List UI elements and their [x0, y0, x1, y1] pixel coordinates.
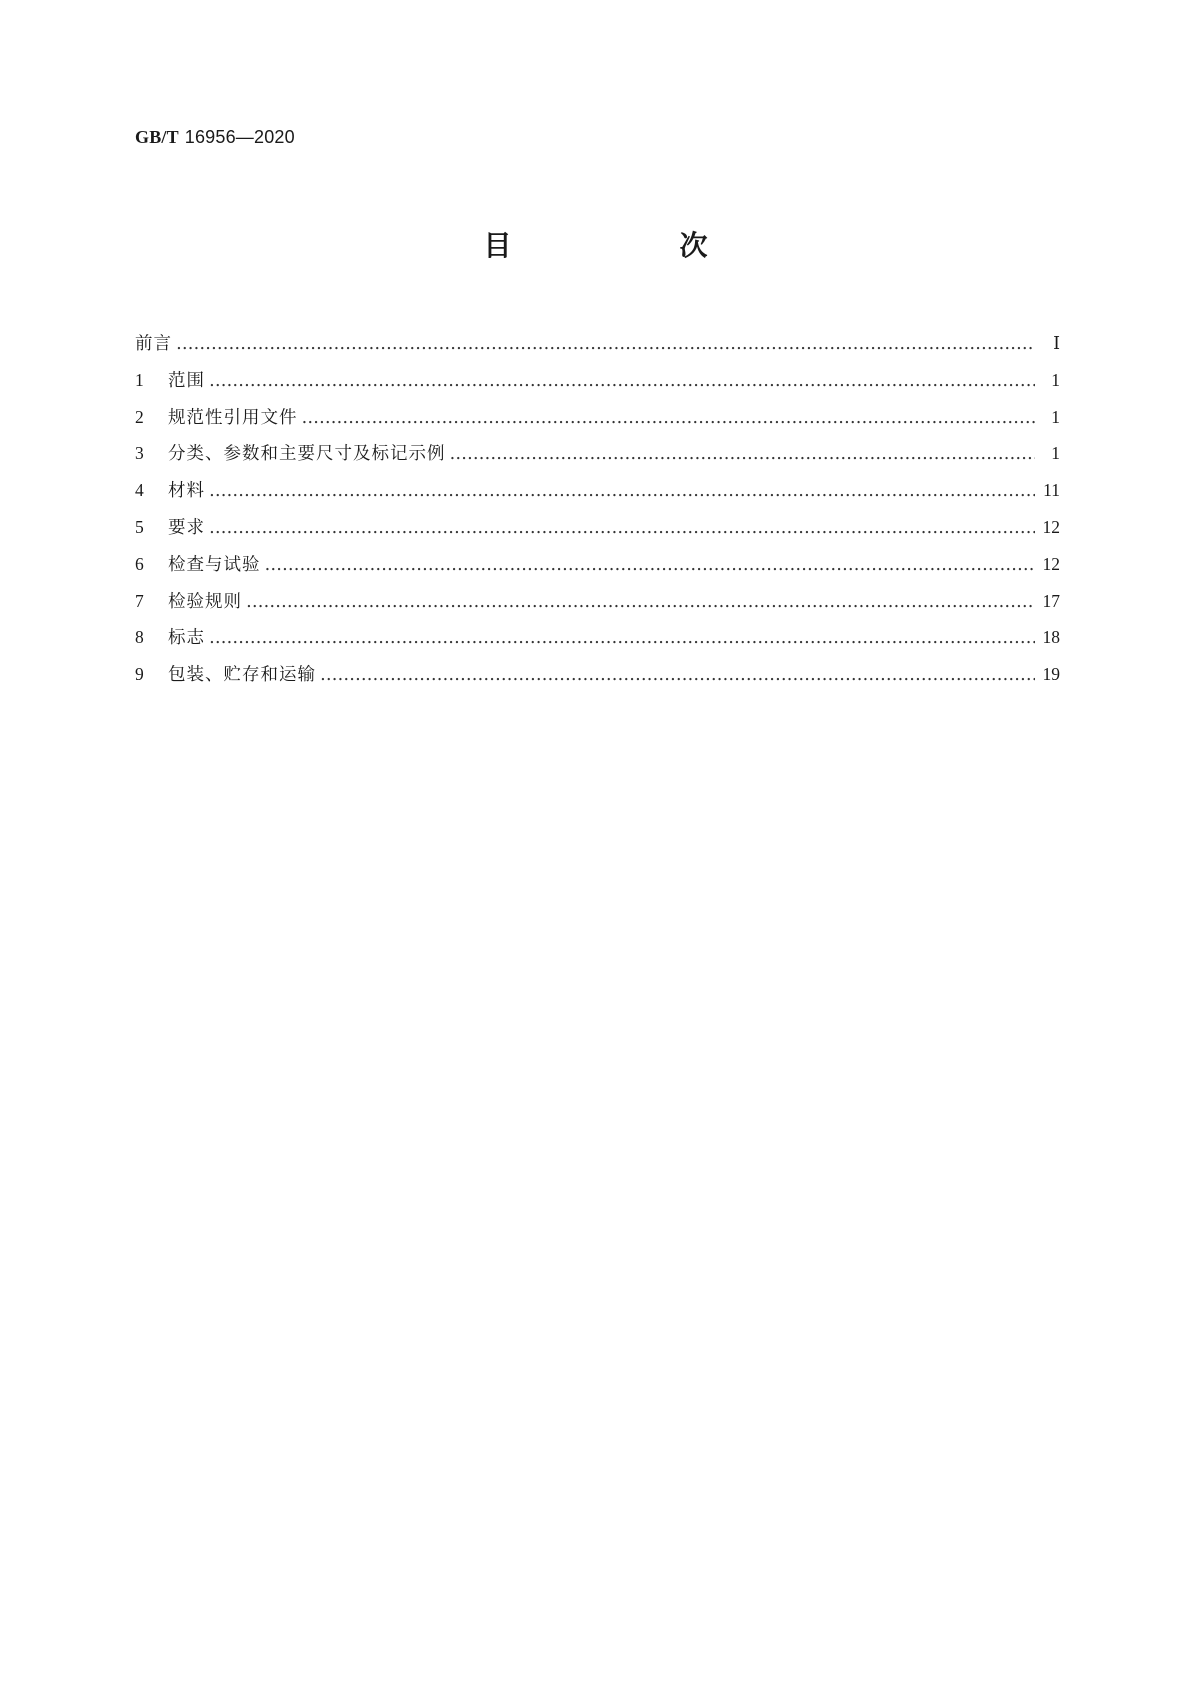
toc-entry-number: 5 [135, 516, 144, 537]
toc-entry-number: 2 [135, 406, 144, 427]
toc-entry-page: 19 [1042, 664, 1060, 685]
toc-entry-label: 包装、贮存和运输 [168, 665, 316, 686]
toc-entry-number: 1 [135, 369, 144, 390]
toc-leader-dots [320, 665, 1035, 685]
standard-number: 16956—2020 [184, 127, 295, 147]
toc-leader-dots [209, 518, 1035, 538]
toc-leader-dots [302, 408, 1036, 428]
toc-leader-dots [265, 555, 1036, 575]
toc-entry-1[interactable] [135, 367, 1060, 404]
toc-entry-7[interactable] [135, 588, 1060, 625]
toc-entry-label: 标志 [168, 628, 205, 649]
toc-entry-label: 检查与试验 [168, 554, 261, 575]
toc-entry-page: 18 [1042, 627, 1060, 648]
toc-entry-9[interactable] [135, 661, 1060, 698]
toc-entry-label: 分类、参数和主要尺寸及标记示例 [168, 444, 446, 465]
toc-entry-number: 9 [135, 664, 144, 685]
toc-entry-page: 1 [1051, 406, 1060, 427]
toc-entry-page: 1 [1051, 443, 1060, 464]
toc-entry-number: 4 [135, 480, 144, 501]
toc-leader-dots [209, 481, 1035, 501]
toc-entry-number: 8 [135, 627, 144, 648]
toc-entry-foreword[interactable] [135, 330, 1060, 367]
standard-prefix: GB/T [135, 127, 179, 147]
toc-entry-label: 要求 [168, 517, 205, 538]
toc-leader-dots [176, 334, 1035, 354]
toc-entry-6[interactable] [135, 551, 1060, 588]
toc-entry-5[interactable] [135, 514, 1060, 551]
toc-entry-page: 11 [1043, 480, 1060, 501]
toc-entry-label: 前言 [135, 334, 172, 354]
toc-entry-number: 6 [135, 553, 144, 574]
toc-entry-page: Ⅰ [1053, 333, 1060, 353]
toc-entry-page: 17 [1042, 590, 1060, 611]
toc-entry-page: 12 [1042, 553, 1060, 574]
toc-entry-label: 规范性引用文件 [168, 407, 298, 428]
toc-entry-number: 3 [135, 443, 144, 464]
toc-entry-3[interactable] [135, 440, 1060, 477]
toc-entry-label: 范围 [168, 370, 205, 391]
toc-leader-dots [209, 628, 1035, 648]
toc-title: 目 次 [483, 229, 778, 262]
table-of-contents [135, 330, 1060, 698]
toc-entry-page: 12 [1042, 516, 1060, 537]
toc-leader-dots [209, 371, 1035, 391]
toc-entry-8[interactable] [135, 624, 1060, 661]
toc-leader-dots [450, 444, 1036, 464]
toc-entry-page: 1 [1051, 369, 1060, 390]
toc-entry-number: 7 [135, 590, 144, 611]
toc-entry-4[interactable] [135, 477, 1060, 514]
toc-leader-dots [246, 592, 1035, 612]
toc-entry-2[interactable] [135, 404, 1060, 441]
toc-entry-label: 检验规则 [168, 591, 242, 612]
toc-entry-label: 材料 [168, 481, 205, 502]
document-header [135, 127, 295, 148]
